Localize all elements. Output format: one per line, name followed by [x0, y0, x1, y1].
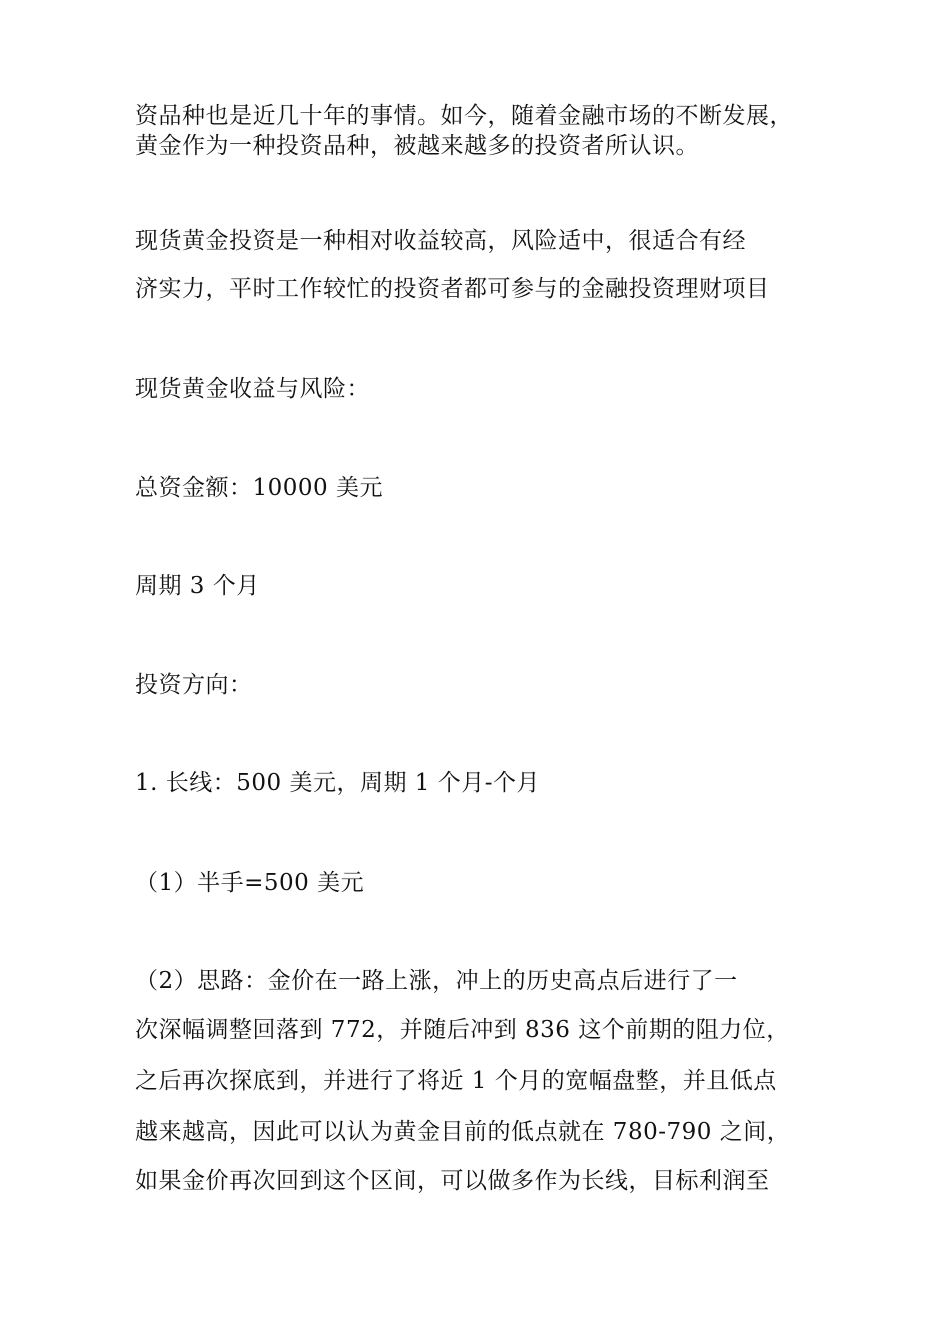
total-amount: 总资金额：10000 美元 — [135, 475, 383, 501]
description-line-2: 济实力，平时工作较忙的投资者都可参与的金融投资理财项目 — [135, 276, 770, 302]
description-line-1: 现货黄金投资是一种相对收益较高，风险适中，很适合有经 — [135, 228, 746, 254]
reasoning-line-2: 次深幅调整回落到 772，并随后冲到 836 这个前期的阻力位， — [135, 1017, 790, 1043]
direction-title: 投资方向： — [135, 672, 253, 698]
reasoning-line-3: 之后再次探底到，并进行了将近 1 个月的宽幅盘整，并且低点 — [135, 1068, 777, 1094]
intro-line-2: 黄金作为一种投资品种，被越来越多的投资者所认识。 — [135, 133, 699, 159]
list-item-long-term: 1. 长线：500 美元，周期 1 个月-个月 — [135, 770, 540, 796]
reasoning-line-1: （2）思路：金价在一路上涨，冲上的历史高点后进行了一 — [135, 968, 738, 994]
period: 周期 3 个月 — [135, 573, 260, 599]
reasoning-line-5: 如果金价再次回到这个区间，可以做多作为长线，目标利润至 — [135, 1168, 770, 1194]
section-title: 现货黄金收益与风险： — [135, 376, 370, 402]
sub-item-half-lot: （1）半手=500 美元 — [135, 870, 365, 896]
intro-line-1: 资品种也是近几十年的事情。如今，随着金融市场的不断发展， — [135, 103, 793, 129]
reasoning-line-4: 越来越高，因此可以认为黄金目前的低点就在 780-790 之间， — [135, 1119, 791, 1145]
